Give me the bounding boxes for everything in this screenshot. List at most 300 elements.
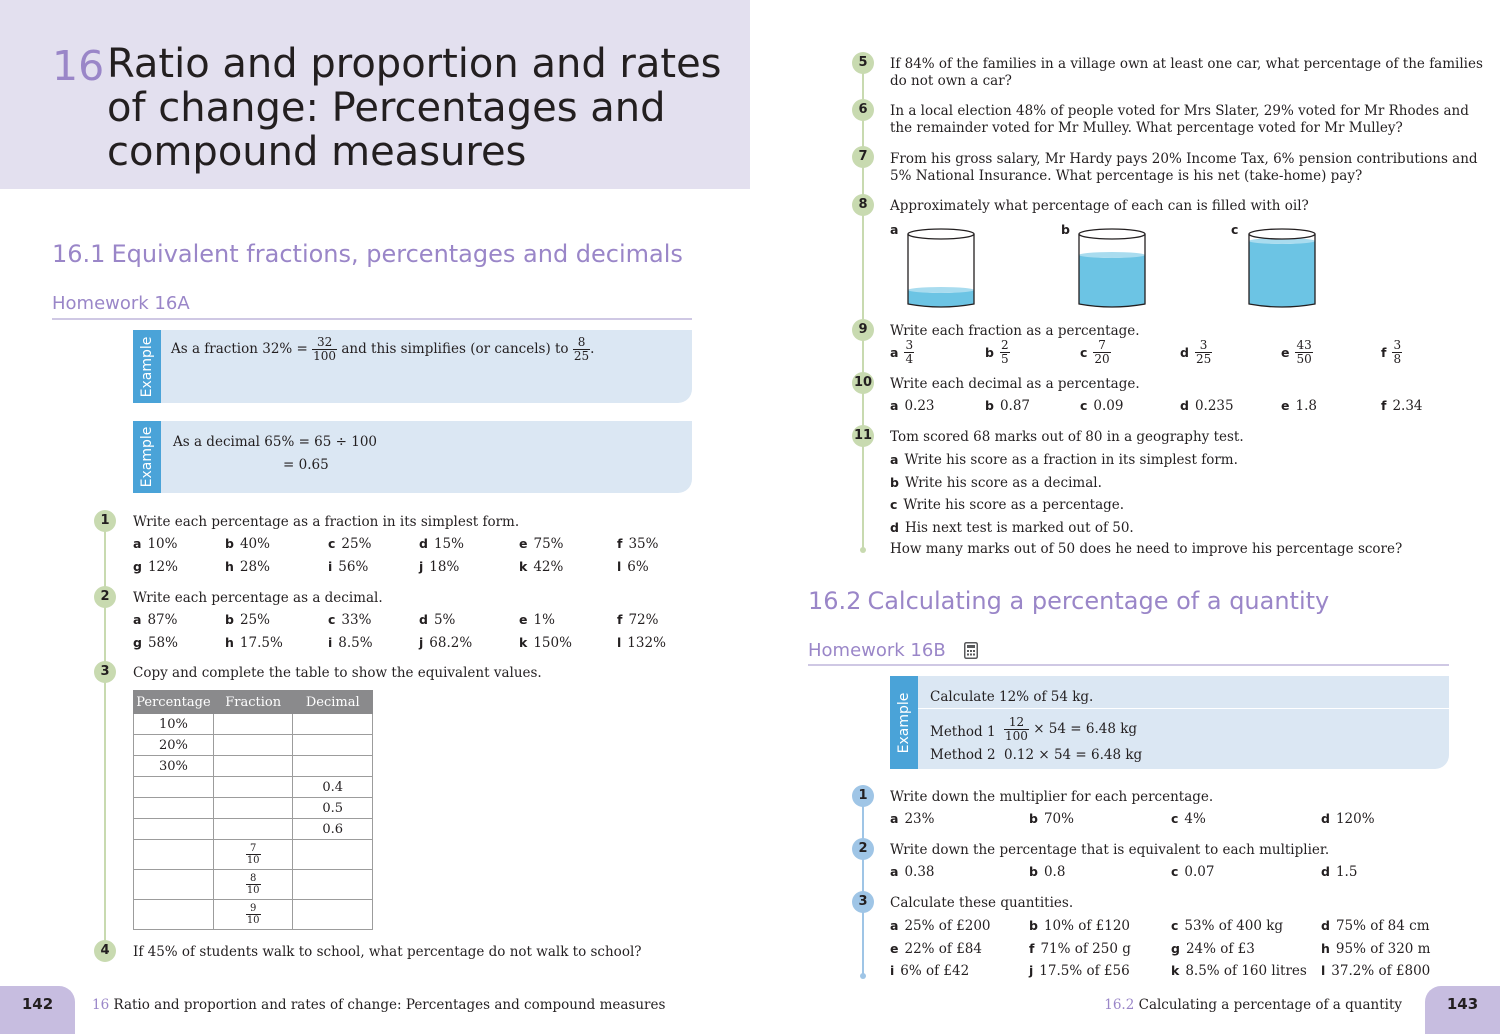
section-number: 16.1 [52, 240, 106, 268]
fraction [904, 339, 914, 366]
example-line-1: As a decimal 65% = 65 ÷ 100 [173, 434, 378, 450]
table-cell [134, 819, 214, 840]
fraction: $\frac{12}{100}$ [1005, 715, 1028, 743]
table-cell [134, 798, 214, 819]
part-value: 0.07 [1184, 864, 1215, 880]
footer-right [1104, 997, 1402, 1013]
question-number-4: 4 [94, 940, 116, 962]
example-line-1: Calculate 12% of 54 kg. [930, 689, 1094, 705]
part-value: 58% [147, 635, 178, 651]
part-label: a [890, 864, 899, 879]
question-number-2: 2 [94, 586, 116, 608]
part-label: c [1171, 811, 1179, 826]
question-11-followup: How many marks out of 50 does he need to improve his percentage score? [890, 541, 1403, 557]
part-label: b [1029, 811, 1038, 826]
question-part [1281, 398, 1317, 414]
question-part [1029, 941, 1131, 957]
question-part [890, 941, 982, 957]
part-label: d [419, 612, 428, 627]
question-number-9: 9 [852, 319, 874, 341]
oil-can-a [906, 226, 974, 302]
part-value: 87% [147, 612, 178, 628]
fraction [246, 903, 261, 926]
question-part [1321, 811, 1375, 827]
part-value: His next test is marked out of 50. [904, 519, 1134, 536]
part-label: b [985, 398, 994, 413]
question-part [1080, 339, 1111, 366]
section-title: Calculating a percentage of a quantity [867, 587, 1330, 615]
question-part [419, 536, 464, 552]
table-cell [213, 756, 293, 777]
part-label: b [890, 474, 899, 490]
part-label: a [133, 612, 142, 627]
question-6-line-1: In a local election 48% of people voted for Mrs Slater, 29% voted for Mr Rhodes and [890, 103, 1469, 119]
question-number-1: 1 [94, 510, 116, 532]
question-number-5: 5 [852, 52, 874, 74]
question-part [519, 559, 563, 575]
section-16-2-heading [808, 587, 1329, 615]
footer-chapter-title: Ratio and proportion and rates of change: Percentages and compound measures [113, 997, 666, 1013]
part-label: b [1029, 918, 1038, 933]
part-value: Write his score as a percentage. [903, 497, 1125, 513]
question-part [225, 612, 270, 628]
denominator: 10 [246, 885, 260, 896]
part-label: b [225, 612, 234, 627]
part-value: 75% [533, 536, 564, 552]
question-rail [862, 796, 864, 976]
part-value: 25% of £200 [904, 918, 991, 934]
part-value: 132% [627, 635, 666, 651]
question-number-3: 3 [94, 661, 116, 683]
part-label: k [519, 635, 528, 650]
question-2-text: Write each percentage as a decimal. [133, 590, 383, 606]
question-part [1171, 963, 1307, 979]
part-label: d [1321, 811, 1330, 826]
question-number-8: 8 [852, 194, 874, 216]
part-value: 42% [533, 559, 564, 575]
part-label: a [890, 345, 899, 360]
table-cell [213, 714, 293, 735]
table-cell: 10% [134, 714, 214, 735]
fraction [246, 873, 261, 896]
part-label: l [1321, 963, 1326, 978]
part-value: 4% [1184, 811, 1206, 827]
part-value: 72% [628, 612, 659, 628]
part-label: f [1029, 940, 1035, 956]
table-header: Fraction [213, 691, 293, 714]
part-value: 15% [433, 536, 464, 552]
part-value: 70% [1043, 811, 1074, 827]
table-row [134, 798, 373, 819]
part-value: 40% [239, 536, 270, 552]
denominator: 10 [246, 855, 260, 866]
question-part [519, 536, 564, 552]
question-part [1029, 864, 1065, 880]
part-label: i [328, 559, 333, 574]
table-row [134, 756, 373, 777]
method-1-label: Method 1 [930, 724, 996, 740]
question-part [1321, 941, 1430, 957]
question-part [617, 612, 658, 628]
oil-fill [1249, 241, 1315, 307]
table-cell [293, 840, 373, 870]
question-9-text: Write each fraction as a percentage. [890, 323, 1140, 339]
part-value: 75% of 84 cm [1335, 918, 1430, 934]
fraction: $\frac{8}{25}$ [573, 335, 590, 363]
question-part [225, 635, 283, 651]
part-label: b [985, 345, 994, 360]
part-label: c [328, 612, 336, 627]
part-label: c [1171, 864, 1179, 879]
part-label: f [617, 536, 623, 551]
question-part [1171, 864, 1214, 880]
part-value: Write his score as a decimal. [904, 474, 1102, 491]
question-7-line-1: From his gross salary, Mr Hardy pays 20% Income Tax, 6% pension contributions and [890, 151, 1478, 167]
part-label: l [617, 559, 622, 574]
table-cell: 20% [134, 735, 214, 756]
question-part [617, 559, 649, 575]
question-part [985, 398, 1030, 414]
question-part [617, 635, 666, 651]
rail-end-dot [860, 547, 866, 553]
part-label: d [1180, 398, 1189, 413]
footer-chapter-number: 16 [92, 997, 110, 1013]
part-label: k [1171, 963, 1180, 978]
question-rail [862, 62, 864, 550]
table-cell [213, 735, 293, 756]
numerator: 3 [905, 338, 914, 352]
part-value: 35% [628, 536, 659, 552]
question-part [1381, 339, 1402, 366]
part-label: a [890, 918, 899, 933]
part-value: 56% [338, 559, 369, 575]
numerator: 9 [246, 903, 261, 915]
numerator: 3 [1393, 338, 1402, 352]
can-rim [908, 229, 974, 239]
table-cell: 0.6 [293, 819, 373, 840]
fraction [1295, 339, 1312, 366]
table-cell: 0.4 [293, 777, 373, 798]
question-part [890, 963, 969, 979]
part-label: c [328, 536, 336, 551]
table-cell [293, 714, 373, 735]
part-value: 10% of £120 [1043, 918, 1131, 934]
part-label: a [890, 222, 899, 237]
fraction: $\frac{32}{100}$ [313, 335, 337, 363]
part-label: d [1180, 345, 1189, 360]
part-label: l [617, 635, 622, 650]
part-label: a [890, 398, 899, 413]
question-3-text: Copy and complete the table to show the equivalent values. [133, 665, 542, 681]
part-value: 2.34 [1392, 398, 1423, 414]
example-text: As a fraction 32% = $\frac{32}{100}$ and this simplifies (or cancels) to $\frac{8}{25}$ . [171, 335, 595, 363]
question-part [1321, 963, 1430, 979]
part-label: j [1029, 963, 1034, 978]
question-part [1321, 918, 1430, 934]
question-number-7: 7 [852, 146, 874, 168]
question-part [1321, 864, 1357, 880]
part-label: g [1171, 940, 1180, 956]
part-label: j [419, 635, 424, 650]
part-label: d [890, 519, 899, 535]
fraction [1392, 339, 1402, 366]
part-label: e [519, 612, 528, 627]
numerator: 8 [246, 873, 261, 885]
part-value: 53% of 400 kg [1184, 918, 1284, 934]
part-value: 1% [533, 612, 555, 628]
part-label: e [890, 940, 899, 956]
denominator: 5 [1000, 352, 1009, 366]
table-cell [134, 900, 214, 930]
part-value: 0.87 [999, 398, 1031, 414]
section-title: Equivalent fractions, percentages and decimals [111, 240, 683, 268]
part-value: 68.2% [429, 635, 473, 651]
example-line-2: = 0.65 [283, 457, 329, 473]
question-part [890, 918, 991, 934]
part-label: f [617, 612, 623, 627]
fraction [1093, 339, 1110, 366]
part-label: i [890, 963, 895, 978]
denominator: 8 [1393, 352, 1402, 366]
question-4-text: If 45% of students walk to school, what percentage do not walk to school? [133, 944, 642, 960]
part-value: 0.09 [1093, 398, 1124, 414]
oil-surface [908, 287, 974, 293]
table-cell [213, 840, 293, 870]
part-label: e [1281, 398, 1290, 413]
part-label: a [890, 811, 899, 826]
example-box-decimal [133, 421, 692, 493]
footer-section-number: 16.2 [1104, 997, 1135, 1013]
table-row [134, 870, 373, 900]
can-label [890, 222, 904, 238]
part-value: 17.5% of £56 [1039, 963, 1130, 979]
table-cell [134, 777, 214, 798]
denominator: 50 [1296, 352, 1312, 366]
part-label: c [1080, 345, 1088, 360]
table-cell [293, 756, 373, 777]
part-label: k [519, 559, 528, 574]
question-11-text: Tom scored 68 marks out of 80 in a geography test. [890, 429, 1244, 445]
numerator: 7 [246, 843, 261, 855]
question-part [1029, 918, 1130, 934]
part-value: 6% of £42 [900, 963, 970, 979]
part-label: e [1281, 345, 1290, 360]
part-value: Write his score as a fraction in its simplest form. [904, 452, 1238, 468]
part-value: 1.5 [1335, 864, 1358, 880]
question-part [328, 559, 368, 575]
part-value: 28% [239, 559, 270, 575]
question-part [985, 339, 1010, 366]
table-cell [293, 870, 373, 900]
oil-fill [1079, 255, 1145, 307]
section-16-1-heading [52, 240, 683, 268]
method-1-working: $\frac{12}{100}$ × 54 = 6.48 kg [1005, 715, 1138, 743]
question-part [419, 612, 455, 628]
equivalence-table [133, 690, 373, 930]
part-label: c [1171, 918, 1179, 933]
table-cell [134, 840, 214, 870]
part-value: 12% [147, 559, 178, 575]
question-part [1171, 918, 1283, 934]
question-part [1080, 398, 1123, 414]
question-6-line-2: the remainder voted for Mr Mulley. What percentage voted for Mr Mulley? [890, 120, 1403, 136]
fraction [1000, 339, 1010, 366]
part-label: g [133, 559, 142, 574]
question-part [328, 536, 371, 552]
table-row [134, 735, 373, 756]
part-value: 24% of £3 [1185, 940, 1255, 957]
table-cell [213, 819, 293, 840]
part-value: 8.5% of 160 litres [1185, 963, 1307, 979]
part-label: f [1381, 398, 1387, 413]
part-value: 22% of £84 [904, 940, 982, 957]
page-number-left: 142 [0, 986, 75, 1034]
table-cell [213, 798, 293, 819]
method-2-label: Method 2 [930, 747, 996, 763]
question-part [1180, 398, 1234, 414]
part-label: d [1321, 918, 1330, 933]
part-value: 95% of 320 m [1335, 940, 1431, 957]
question-part [328, 612, 371, 628]
question-part [328, 635, 373, 651]
part-label: d [1321, 864, 1330, 879]
question-part [419, 559, 459, 575]
homework-rule [52, 318, 692, 320]
question-part [1171, 941, 1255, 957]
example-divider [918, 708, 1449, 709]
footer-section-title: Calculating a percentage of a quantity [1138, 997, 1402, 1013]
part-value: 0.235 [1194, 398, 1234, 414]
table-cell: 30% [134, 756, 214, 777]
question-part [133, 536, 177, 552]
question-part [890, 520, 1134, 536]
question-part [890, 452, 1238, 468]
example-tab: Example [133, 330, 161, 403]
oil-can-b [1077, 226, 1145, 302]
numerator: 43 [1296, 338, 1312, 352]
oil-surface [1079, 252, 1145, 258]
part-value: 10% [147, 536, 178, 552]
question-number-6: 6 [852, 99, 874, 121]
question-part [890, 497, 1124, 513]
question-5-line-2: do not own a car? [890, 73, 1012, 89]
question-b2-text: Write down the percentage that is equivalent to each multiplier. [890, 842, 1330, 858]
table-row [134, 777, 373, 798]
part-label: h [225, 635, 234, 650]
chapter-number: 16 [52, 42, 105, 90]
homework-16a-heading: Homework 16A [52, 293, 190, 314]
part-value: 0.23 [904, 398, 935, 414]
example-box-percentage-of-quantity [890, 676, 1449, 769]
example-tab: Example [133, 421, 161, 493]
part-label: a [133, 536, 142, 551]
table-cell [293, 900, 373, 930]
question-part [890, 339, 914, 366]
question-part [890, 811, 934, 827]
question-number-b1: 1 [852, 785, 874, 807]
homework-rule [808, 664, 1449, 666]
part-label: b [1029, 864, 1038, 879]
part-value: 71% of 250 g [1040, 940, 1131, 957]
part-value: 0.38 [904, 864, 935, 880]
denominator: 20 [1094, 352, 1110, 366]
question-b1-text: Write down the multiplier for each percentage. [890, 789, 1214, 805]
question-part [419, 635, 472, 651]
question-b3-text: Calculate these quantities. [890, 895, 1074, 911]
numerator: 7 [1093, 339, 1110, 353]
question-part [1171, 811, 1206, 827]
question-8-text: Approximately what percentage of each can is filled with oil? [890, 198, 1309, 214]
can-rim [1079, 229, 1145, 239]
question-part [1029, 963, 1130, 979]
part-label: f [1381, 345, 1387, 360]
table-row [134, 819, 373, 840]
question-part [1029, 811, 1074, 827]
question-part [519, 612, 555, 628]
page-number-right: 143 [1425, 986, 1500, 1034]
question-part [133, 612, 177, 628]
calculator-icon [964, 642, 978, 659]
question-part [890, 864, 935, 880]
part-label: h [1321, 940, 1330, 956]
question-1-text: Write each percentage as a fraction in its simplest form. [133, 514, 520, 530]
question-number-b2: 2 [852, 838, 874, 860]
example-tab: Example [890, 676, 918, 769]
part-label: c [1231, 222, 1239, 237]
part-value: 37.2% of £800 [1331, 963, 1431, 979]
table-cell [213, 777, 293, 798]
part-label: j [419, 559, 424, 574]
part-value: 25% [341, 536, 372, 552]
part-value: 23% [904, 811, 935, 827]
denominator: 25 [1195, 352, 1212, 366]
homework-16b-heading: Homework 16B [808, 640, 946, 661]
fraction [1195, 339, 1212, 366]
question-5-line-1: If 84% of the families in a village own at least one car, what percentage of the families [890, 56, 1483, 72]
fraction [246, 843, 261, 866]
table-row [134, 840, 373, 870]
section-number: 16.2 [808, 587, 862, 615]
part-label: c [1080, 398, 1088, 413]
table-cell [293, 735, 373, 756]
part-label: e [519, 536, 528, 551]
table-header: Decimal [293, 691, 373, 714]
can-label [1231, 222, 1244, 238]
numerator: 3 [1195, 339, 1212, 353]
question-part [1381, 398, 1423, 414]
table-row [134, 900, 373, 930]
question-number-10: 10 [852, 372, 874, 394]
denominator: 4 [905, 352, 914, 366]
part-label: d [419, 536, 428, 551]
part-label: a [890, 452, 899, 467]
part-value: 1.8 [1295, 398, 1317, 414]
method-2-working: 0.12 × 54 = 6.48 kg [1004, 747, 1143, 763]
question-part [133, 559, 178, 575]
denominator: 10 [246, 915, 260, 926]
part-value: 8.5% [338, 635, 373, 651]
question-number-11: 11 [852, 425, 874, 447]
example-box-fraction [133, 330, 692, 403]
part-label: b [225, 536, 234, 551]
part-value: 120% [1335, 811, 1375, 827]
question-part [519, 635, 572, 651]
chapter-title: Ratio and proportion and rates of change: Percentages and compound measures [107, 41, 722, 175]
question-part [890, 398, 935, 414]
question-10-text: Write each decimal as a percentage. [890, 376, 1140, 392]
table-cell [134, 870, 214, 900]
part-label: i [328, 635, 333, 650]
